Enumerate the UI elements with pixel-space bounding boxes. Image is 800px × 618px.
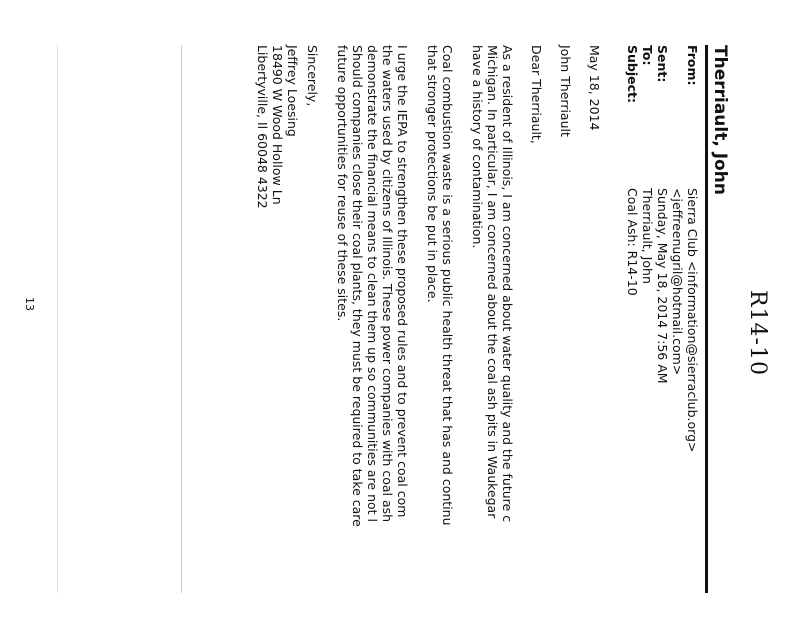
paragraph-line: Coal combustion waste is a serious public health threat that has and continu: [440, 45, 455, 526]
sender-name: Therriault, John: [710, 45, 730, 195]
sent-label: Sent:: [655, 45, 670, 83]
paragraph-line: have a history of contamination.: [470, 45, 485, 249]
to-value: Therriault, John: [640, 188, 655, 284]
letter-salutation: Dear Therriault,: [529, 45, 544, 144]
letter-recipient: John Therriault: [558, 45, 573, 137]
paragraph-line: Michigan. In particular, I am concerned about the coal ash pits in Waukegar: [485, 45, 500, 519]
signature-address: 18490 W Wood Hollow Ln: [270, 45, 285, 205]
subject-value: Coal Ash: R14-10: [625, 188, 640, 296]
letter-date: May 18, 2014: [587, 45, 602, 131]
page-number: 13: [23, 297, 36, 311]
from-label: From:: [685, 45, 700, 86]
paragraph-line: that stronger protections be put in place.: [425, 45, 440, 303]
case-number: R14-10: [745, 290, 770, 376]
scan-artifact-line: [57, 45, 58, 593]
sent-value: Sunday, May 18, 2014 7:56 AM: [655, 188, 670, 384]
from-value: Sierra Club <information@sierraclub.org>: [685, 188, 700, 453]
signature-name: Jeffrey Loesing: [285, 45, 300, 137]
paragraph-line: future opportunities for reuse of these sites.: [335, 45, 350, 322]
paragraph-line: I urge the IEPA to strengthen these proposed rules and to prevent coal com: [395, 45, 410, 518]
paragraph-line: the waters used by citizens of Illinois. These power companies with coal ash: [380, 45, 395, 523]
to-label: To:: [640, 45, 655, 66]
paragraph-line: demonstrate the financial means to clean them up so communities are not l: [365, 45, 380, 522]
scan-artifact-line: [181, 45, 182, 593]
header-rule: [705, 45, 708, 593]
subject-label: Subject:: [625, 45, 640, 103]
paragraph-line: As a resident of Illinois, I am concerned about water quality and the future c: [500, 45, 515, 523]
signature-city: Libertyville, Il 60048 4322: [255, 45, 270, 209]
paragraph-line: Should companies close their coal plants, they must be required to take care: [350, 45, 365, 527]
from-value-continued: <jeffreenugril@hotmail.com>: [670, 188, 685, 376]
letter-closing: Sincerely,: [305, 45, 320, 107]
